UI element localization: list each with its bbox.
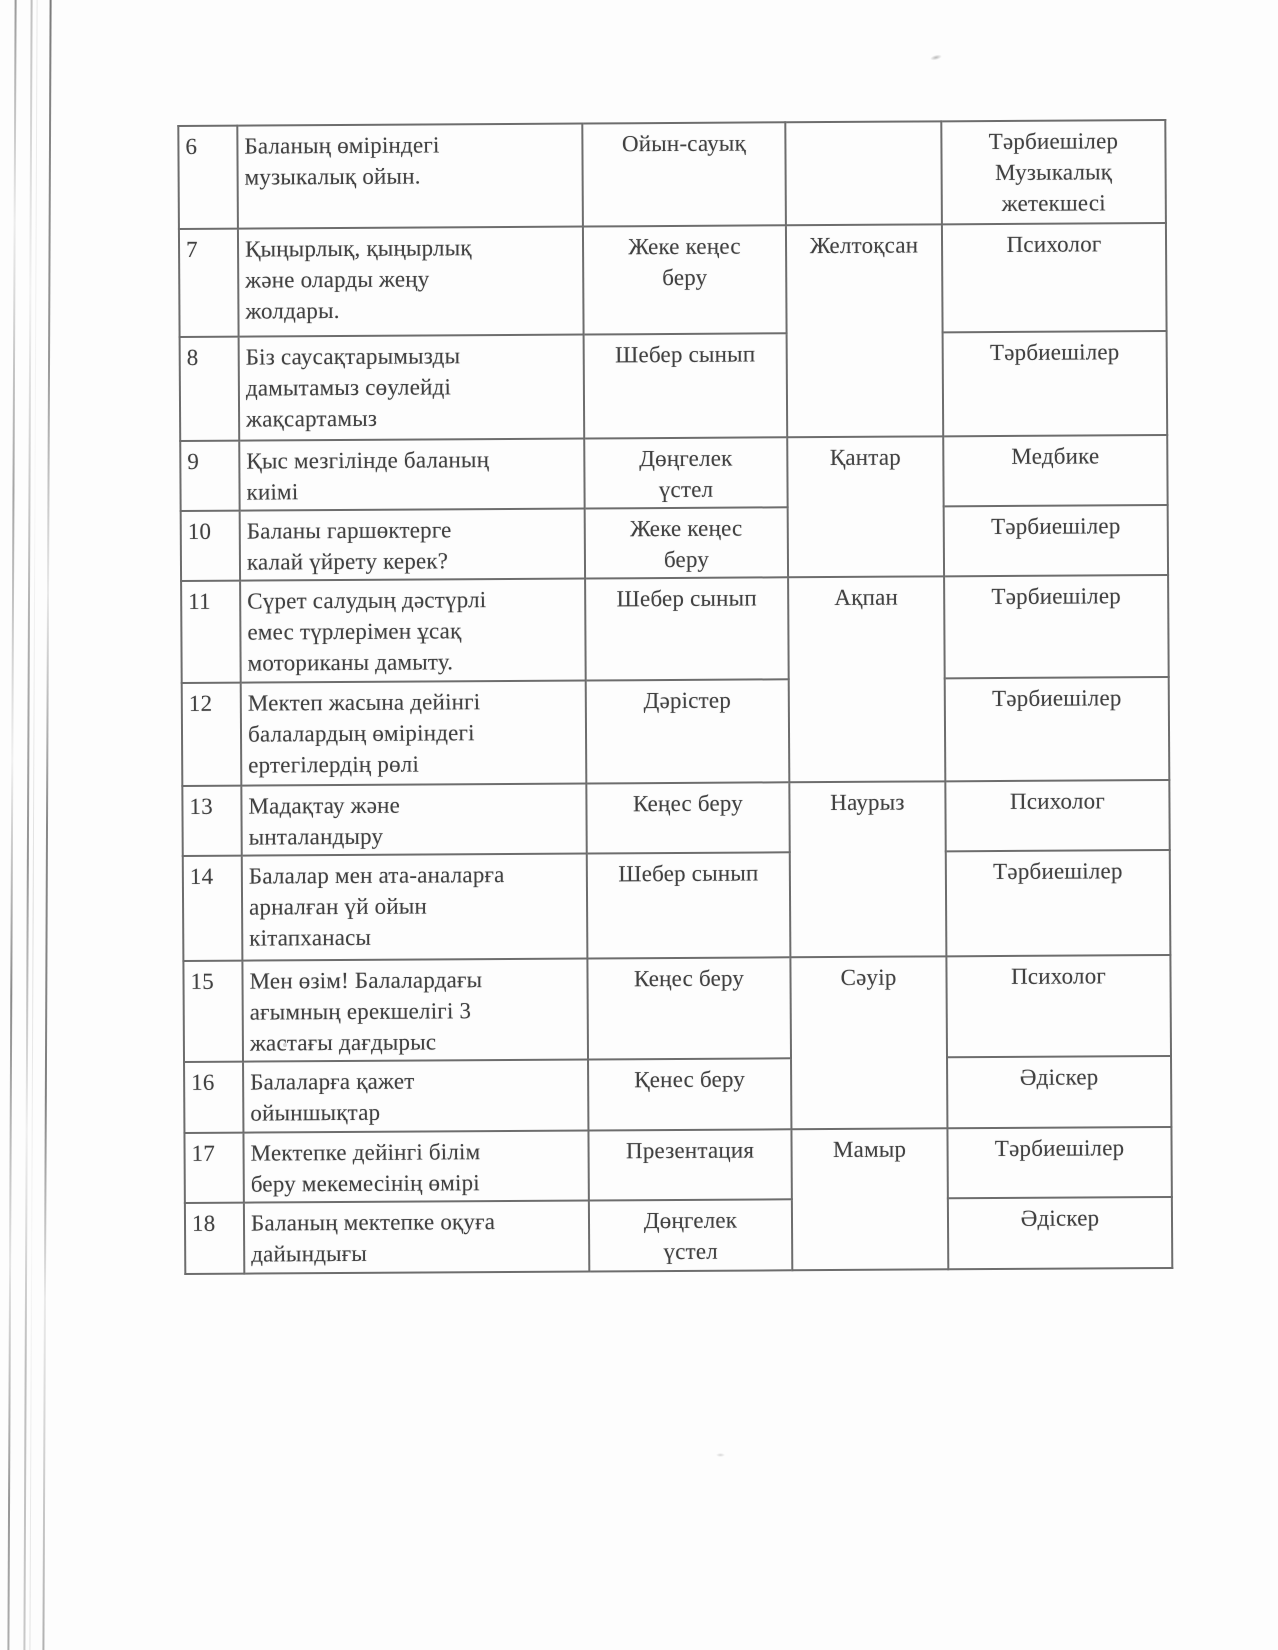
month-sauir: Сәуір bbox=[790, 956, 947, 1129]
row-18-topic: Баланың мектепке оқуға дайындығы bbox=[244, 1201, 589, 1274]
row-7-number: 7 bbox=[179, 229, 239, 337]
table-row bbox=[181, 575, 1169, 683]
row-13-form: Кеңес беру bbox=[586, 782, 789, 853]
row-16-responsible: Әдіскер bbox=[947, 1056, 1171, 1128]
row-9-number: 9 bbox=[180, 441, 239, 511]
binding-line bbox=[42, 0, 51, 1650]
row-7-topic: Қыңырлық, қыңырлық және оларды жеңу жолдары. bbox=[238, 227, 584, 337]
row-16-number: 16 bbox=[184, 1062, 243, 1133]
month-mamyr: Мамыр bbox=[791, 1128, 948, 1270]
row-15-topic: Мен өзім! Балалардағы ағымның ерекшелігі 3 жастағы дағдырыс bbox=[242, 959, 588, 1062]
table-row bbox=[179, 223, 1167, 337]
row-14-number: 14 bbox=[183, 856, 243, 961]
month-zheltoksan: Желтоқсан bbox=[786, 224, 943, 437]
row-6-topic: Баланың өміріндегі музыкалық ойын. bbox=[237, 124, 583, 229]
table-row bbox=[180, 435, 1167, 511]
row-15-number: 15 bbox=[183, 961, 243, 1062]
table-row bbox=[182, 780, 1169, 856]
table-row bbox=[185, 1197, 1172, 1274]
row-17-responsible: Тәрбиешілер bbox=[947, 1127, 1171, 1198]
row-12-topic: Мектеп жасына дейінгі балалардың өміріндегі ертегілердің рөлі bbox=[241, 681, 587, 786]
row-14-form: Шебер сынып bbox=[587, 852, 791, 958]
row-9-form: Дөңгелек үстел bbox=[584, 437, 787, 508]
scan-binding-artifacts bbox=[0, 0, 74, 1650]
month-kantar: Қантар bbox=[787, 436, 944, 577]
row-12-responsible: Тәрбиешілер bbox=[945, 677, 1170, 781]
row-15-responsible: Психолог bbox=[946, 955, 1171, 1057]
row-8-responsible: Тәрбиешілер bbox=[943, 331, 1168, 436]
row-15-form: Кеңес беру bbox=[587, 957, 791, 1059]
table-row bbox=[184, 1056, 1171, 1133]
binding-line bbox=[7, 0, 16, 1650]
row-6-month bbox=[785, 121, 942, 225]
row-10-number: 10 bbox=[181, 511, 240, 581]
row-8-topic: Біз саусақтарымызды дамытамыз сөулейді жақсартамыз bbox=[239, 335, 585, 441]
row-17-number: 17 bbox=[184, 1133, 243, 1203]
row-11-number: 11 bbox=[181, 581, 241, 683]
table-row bbox=[183, 955, 1171, 1062]
row-10-topic: Баланы гаршөктерге калай үйрету керек? bbox=[240, 509, 585, 581]
table-row bbox=[180, 331, 1168, 441]
table-row bbox=[181, 505, 1168, 581]
row-10-responsible: Тәрбиешілер bbox=[944, 505, 1168, 576]
activity-plan-table bbox=[177, 119, 1173, 1275]
row-6-form: Ойын-сауық bbox=[582, 122, 786, 226]
table-row bbox=[183, 850, 1171, 961]
row-16-topic: Балаларға қажет ойыншықтар bbox=[243, 1060, 588, 1133]
table-row bbox=[178, 120, 1166, 229]
row-6-number: 6 bbox=[178, 126, 238, 229]
row-17-form: Презентация bbox=[588, 1129, 791, 1200]
table-row bbox=[182, 677, 1170, 786]
row-18-responsible: Әдіскер bbox=[948, 1197, 1172, 1269]
row-18-number: 18 bbox=[185, 1203, 244, 1274]
row-16-form: Қенес беру bbox=[588, 1058, 791, 1130]
row-7-form: Жеке кеңес беру bbox=[583, 225, 787, 334]
row-11-responsible: Тәрбиешілер bbox=[944, 575, 1169, 678]
binding-line bbox=[23, 0, 32, 1650]
row-11-topic: Сүрет салудың дәстүрлі емес түрлерімен ұсақ моториканы дамыту. bbox=[240, 579, 586, 683]
row-6-responsible: Тәрбиешілер Музыкалық жетекшесі bbox=[941, 120, 1166, 224]
scan-speck bbox=[716, 1453, 725, 1457]
row-14-responsible: Тәрбиешілер bbox=[946, 850, 1171, 956]
month-nauryz: Наурыз bbox=[789, 781, 946, 957]
row-17-topic: Мектепке дейінгі білім беру мекемесінің өмірі bbox=[243, 1131, 588, 1203]
row-9-topic: Қыс мезгілінде баланың киімі bbox=[239, 439, 584, 511]
row-11-form: Шебер сынып bbox=[585, 577, 789, 680]
row-12-number: 12 bbox=[182, 683, 242, 786]
row-8-form: Шебер сынып bbox=[584, 333, 788, 438]
row-13-responsible: Психолог bbox=[945, 780, 1169, 851]
row-10-form: Жеке кеңес беру bbox=[585, 507, 788, 578]
row-13-number: 13 bbox=[182, 786, 241, 856]
table-row bbox=[184, 1127, 1171, 1203]
row-14-topic: Балалар мен ата-аналарға арналған үй ойын кітапханасы bbox=[242, 854, 588, 961]
row-7-responsible: Психолог bbox=[942, 223, 1167, 332]
row-8-number: 8 bbox=[180, 337, 240, 441]
row-13-topic: Мадақтау және ынталандыру bbox=[241, 784, 586, 856]
row-9-responsible: Медбике bbox=[943, 435, 1167, 506]
row-18-form: Дөңгелек үстел bbox=[589, 1199, 792, 1271]
row-12-form: Дәрістер bbox=[586, 679, 790, 783]
month-akpan: Ақпан bbox=[788, 576, 945, 782]
binding-line bbox=[29, 0, 37, 1650]
scan-speck bbox=[930, 54, 943, 62]
